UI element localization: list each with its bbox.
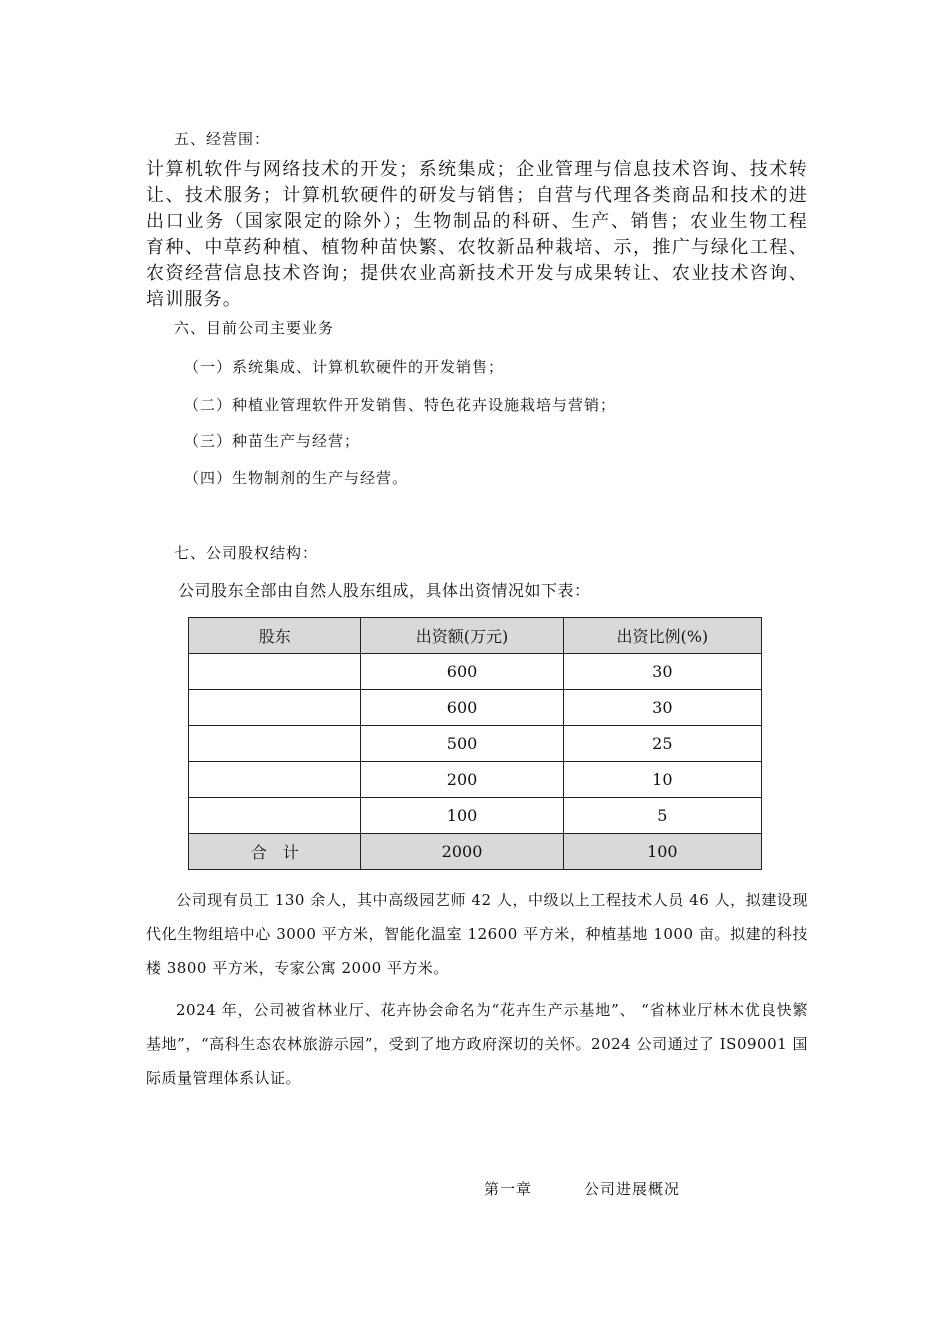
chapter-number: 第一章 bbox=[484, 1180, 533, 1198]
total-label-cell: 合 计 bbox=[189, 834, 361, 870]
business-item: （四）生物制剂的生产与经营。 bbox=[184, 469, 409, 487]
section7-intro: 公司股东全部由自然人股东组成，具体出资情况如下表： bbox=[178, 581, 591, 600]
ratio-cell: 30 bbox=[563, 654, 761, 690]
business-item: （一）系统集成、计算机软硬件的开发销售； bbox=[184, 358, 505, 376]
total-ratio-cell: 100 bbox=[563, 834, 761, 870]
section6-heading: 六、目前公司主要业务 bbox=[174, 319, 335, 337]
table-row bbox=[189, 654, 762, 690]
staff-paragraph: 公司现有员工 130 余人，其中高级园艺师 42 人，中级以上工程技术人员 46 人，拟建设现代化生物组培中心 3000 平方米，智能化温室 12600 平方米，种植基地 1000 亩。拟建的科技楼 3800 平方米，专家公寓 2000 平方米。 bbox=[146, 891, 808, 977]
amount-cell: 100 bbox=[361, 798, 563, 834]
section5-heading: 五、经营围： bbox=[174, 130, 271, 148]
amount-cell: 600 bbox=[361, 654, 563, 690]
section5-text: 计算机软件与网络技术的开发；系统集成；企业管理与信息技术咨询、技术转让、技术服务；计算机软硬件的研发与销售；自营与代理各类商品和技术的进出口业务（国家限定的除外）；生物制品的科研、生产、销售；农业生物工程育种、中草药种植、植物种苗快繁、农牧新品种栽培、示，推广与绿化工程、农资经营信息技术咨询；提供农业高新技术开发与成果转让、农业技术咨询、培训服务。 bbox=[146, 159, 808, 310]
business-item: （三）种苗生产与经营； bbox=[184, 432, 361, 450]
amount-cell: 600 bbox=[361, 690, 563, 726]
section7-heading: 七、公司股权结构： bbox=[174, 544, 319, 562]
table-row bbox=[189, 690, 762, 726]
ratio-cell: 5 bbox=[563, 798, 761, 834]
shareholder-cell bbox=[189, 798, 361, 834]
shareholder-table bbox=[188, 617, 762, 870]
table-header: 出资额(万元) bbox=[361, 618, 563, 654]
table-row bbox=[189, 798, 762, 834]
honors-paragraph: 2024 年，公司被省林业厅、花卉协会命名为“花卉生产示基地”、 “省林业厅林木优良快繁基地”，“高科生态农林旅游示园”，受到了地方政府深切的关怀。2024 公司通过了 IS09001 国际质量管理体系认证。 bbox=[146, 1001, 808, 1087]
table-header-row bbox=[189, 618, 762, 654]
shareholder-cell bbox=[189, 654, 361, 690]
total-amount-cell: 2000 bbox=[361, 834, 563, 870]
table-header: 股东 bbox=[189, 618, 361, 654]
table-row bbox=[189, 726, 762, 762]
shareholder-cell bbox=[189, 726, 361, 762]
amount-cell: 500 bbox=[361, 726, 563, 762]
shareholder-cell bbox=[189, 762, 361, 798]
ratio-cell: 25 bbox=[563, 726, 761, 762]
chapter-title: 公司进展概况 bbox=[584, 1180, 681, 1198]
table-row bbox=[189, 762, 762, 798]
business-item: （二）种植业管理软件开发销售、特色花卉设施栽培与营销； bbox=[184, 396, 617, 414]
ratio-cell: 10 bbox=[563, 762, 761, 798]
shareholder-cell bbox=[189, 690, 361, 726]
ratio-cell: 30 bbox=[563, 690, 761, 726]
amount-cell: 200 bbox=[361, 762, 563, 798]
table-total-row bbox=[189, 834, 762, 870]
table-header: 出资比例(%) bbox=[563, 618, 761, 654]
